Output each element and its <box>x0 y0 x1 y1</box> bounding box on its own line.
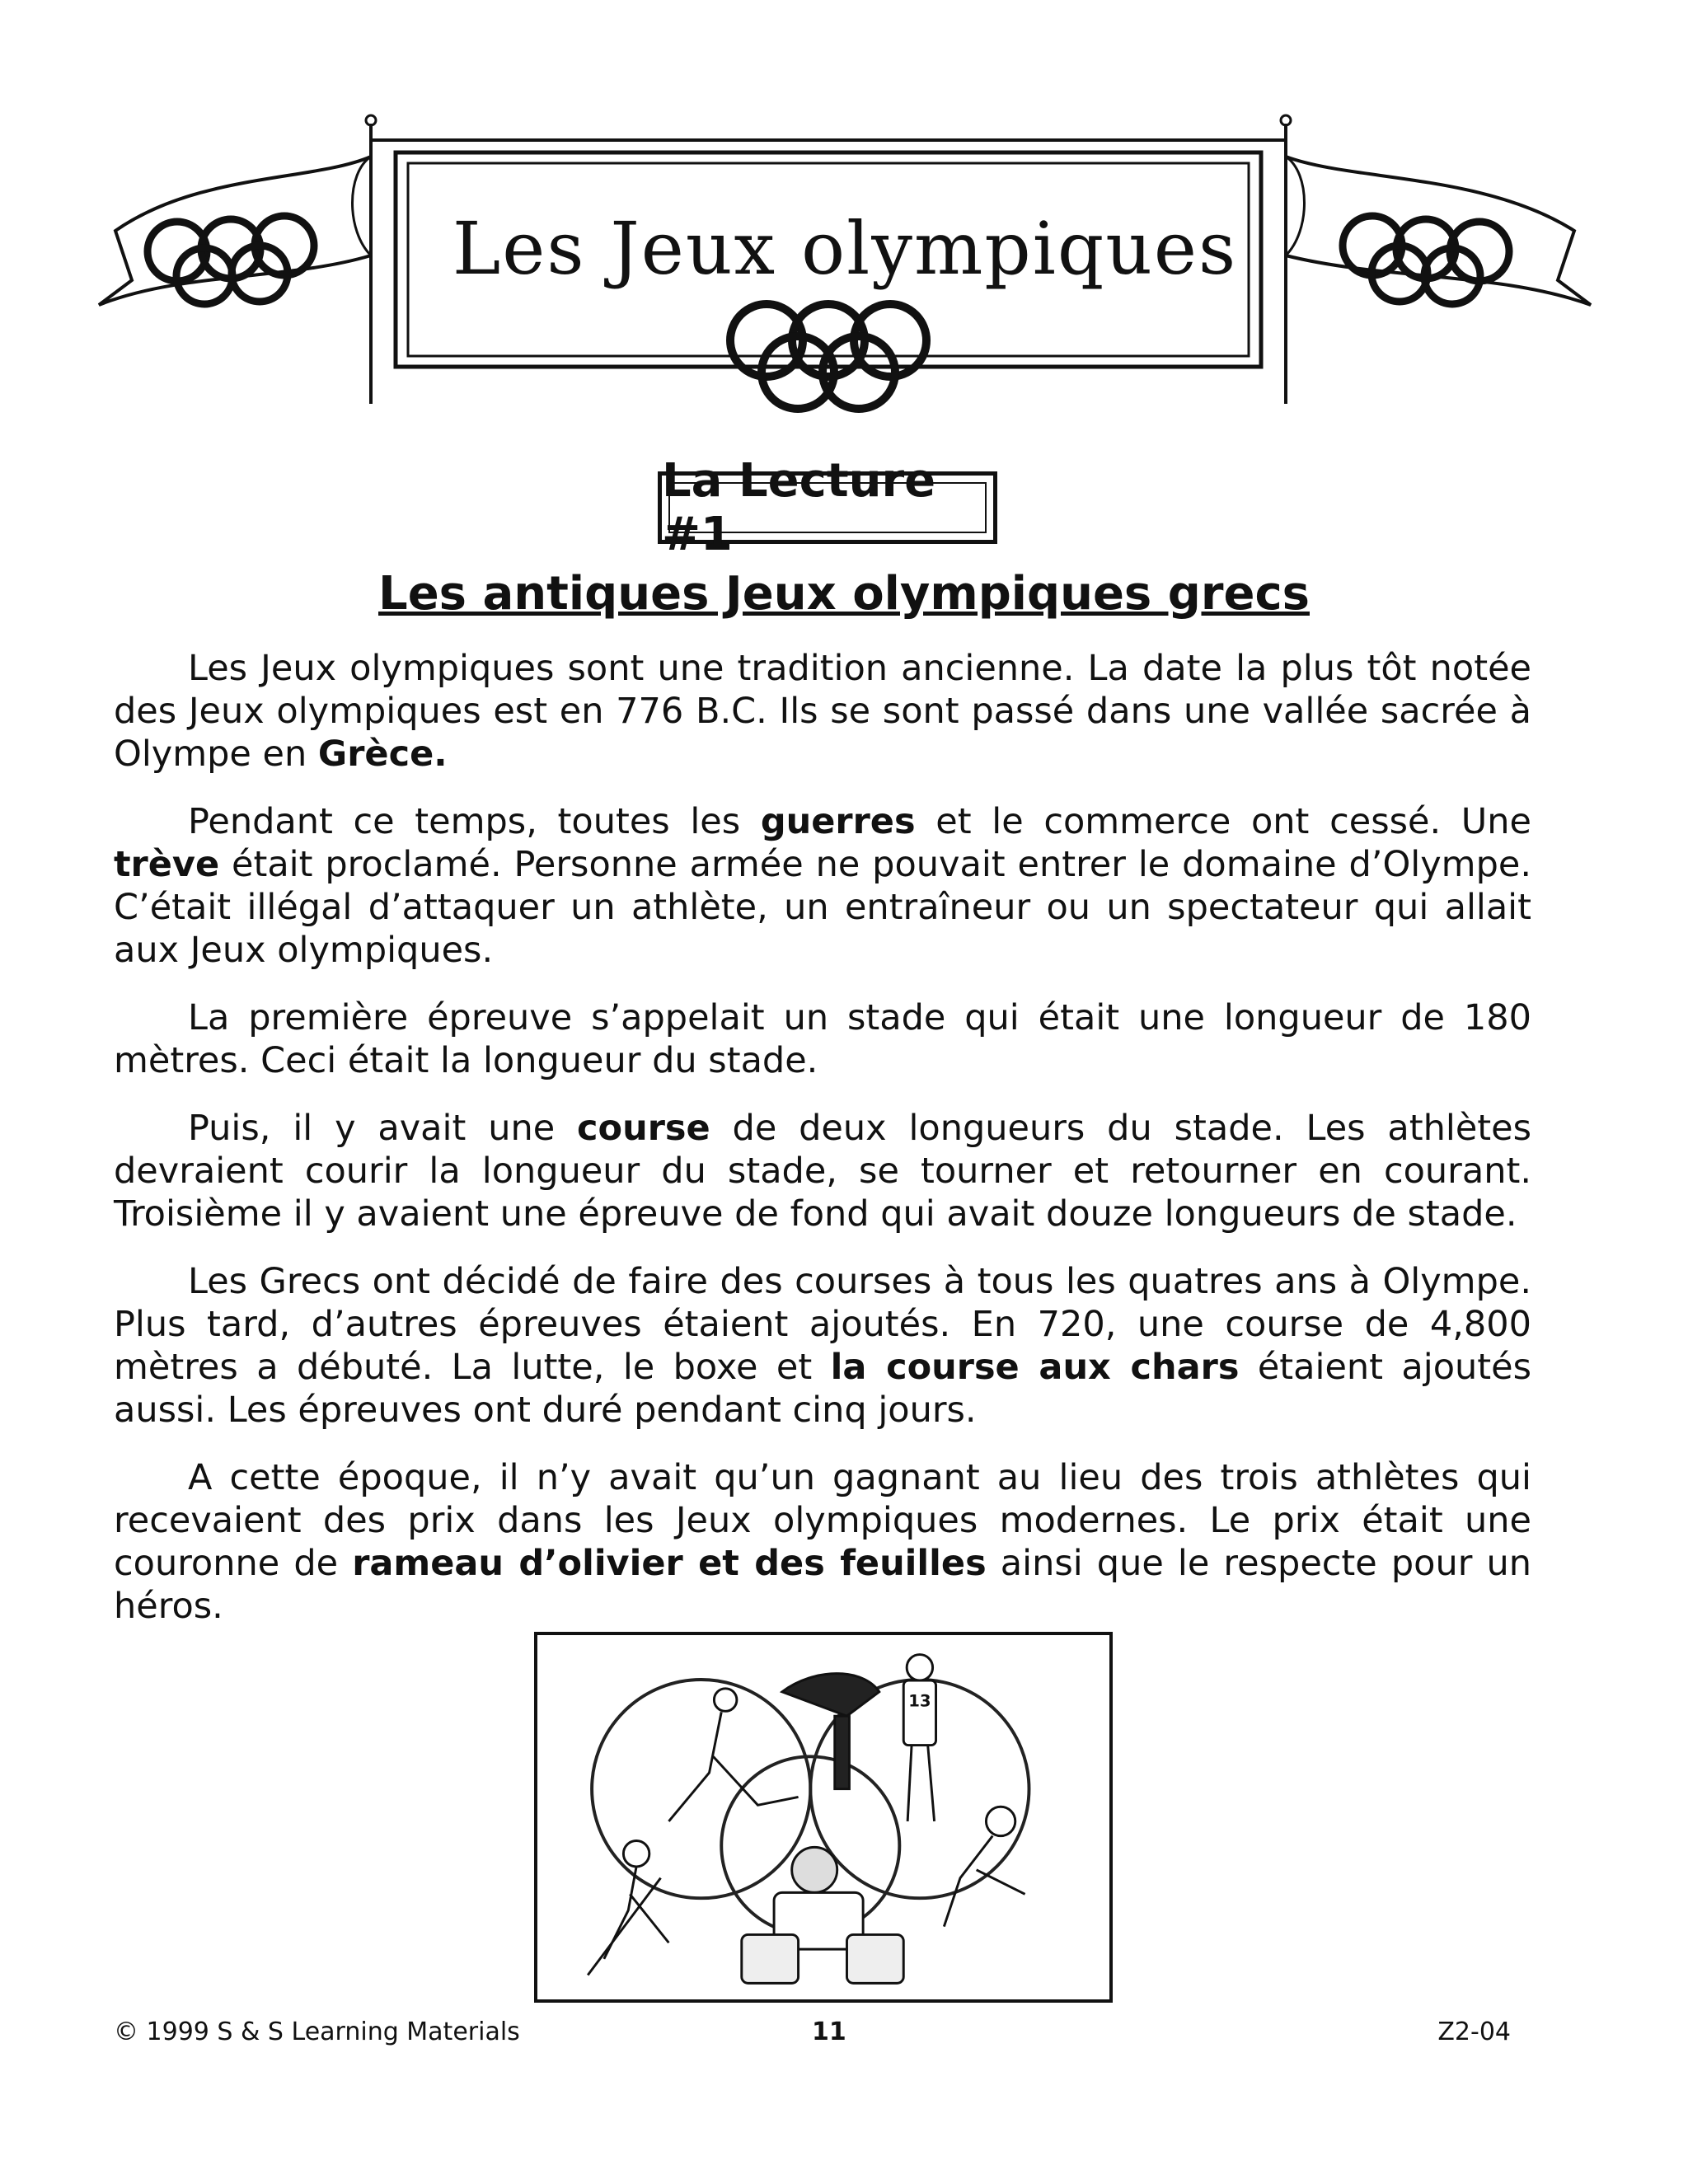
text-run: Les Jeux olympiques sont une tradition ancienne. La date la plus tôt notée des Jeux olympiques est en 776 B.C. Ils se sont passé dans une vallée sacrée à Olympe en <box>114 648 1531 775</box>
bold-term: course <box>577 1108 710 1149</box>
text-run: de deux longueurs du stade. Les athlètes devraient courir la longueur du stade, se tourner et retourner en courant. Troisième il y avaient une épreuve de fond qui avait douze longueurs de stade. <box>114 1108 1531 1235</box>
reading-body <box>114 647 1531 1652</box>
ring-1 <box>592 1680 810 1898</box>
bold-term: rameau d’olivier et des feuilles <box>352 1543 987 1584</box>
title-banner <box>99 107 1591 453</box>
bold-term: guerres <box>760 801 916 842</box>
bib-number: 13 <box>908 1691 931 1711</box>
bold-term: Grèce. <box>317 733 448 775</box>
paragraph-1 <box>114 647 1531 776</box>
paragraph-3 <box>114 996 1531 1082</box>
winter-olympics-athletes-icon <box>537 1635 1109 1999</box>
text-run: était proclamé. Personne armée ne pouvait entrer le domaine d’Olympe. C’était illégal d’attaquer un athlète, un entraîneur ou un spectateur qui allait aux Jeux olympiques. <box>114 844 1531 971</box>
page-title: Les Jeux olympiques <box>452 206 1238 291</box>
bold-term: la course aux chars <box>830 1347 1240 1388</box>
athletes-illustration <box>534 1632 1113 2003</box>
text-run: La première épreuve s’appelait un stade qui était une longueur de 180 mètres. Ceci était la longueur du stade. <box>114 997 1531 1081</box>
paragraph-5 <box>114 1260 1531 1432</box>
paragraph-6 <box>114 1456 1531 1628</box>
copyright-text: © 1999 S & S Learning Materials <box>114 2018 520 2046</box>
lecture-label <box>658 454 997 561</box>
paragraph-2 <box>114 800 1531 972</box>
document-code: Z2-04 <box>1437 2018 1511 2046</box>
text-run: A cette époque, il n’y avait qu’un gagnant au lieu des trois athlètes qui recevaient des prix dans les Jeux olympiques modernes. Le prix était une couronne de <box>114 1457 1531 1584</box>
page-footer <box>0 2018 1688 2050</box>
section-subtitle: Les antiques Jeux olympiques grecs <box>378 567 1310 621</box>
text-run: Les Grecs ont décidé de faire des courses à tous les quatres ans à Olympe. Plus tard, d’autres épreuves étaient ajoutés. En 720, une course de 4,800 mètres a débuté. La lutte, le boxe et <box>114 1261 1531 1388</box>
text-run: ainsi que le respecte pour un héros. <box>114 1543 1531 1627</box>
paragraph-4 <box>114 1107 1531 1235</box>
text-run: Puis, il y avait une <box>188 1108 578 1149</box>
text-run: Pendant ce temps, toutes les <box>188 801 761 842</box>
bold-term: trève <box>114 844 220 885</box>
text-run: étaient ajoutés aussi. Les épreuves ont duré pendant cinq jours. <box>114 1347 1532 1431</box>
lecture-label-text: La Lecture #1 <box>662 454 936 561</box>
page-number: 11 <box>812 2018 846 2046</box>
text-run: et le commerce ont cessé. Une <box>915 801 1531 842</box>
